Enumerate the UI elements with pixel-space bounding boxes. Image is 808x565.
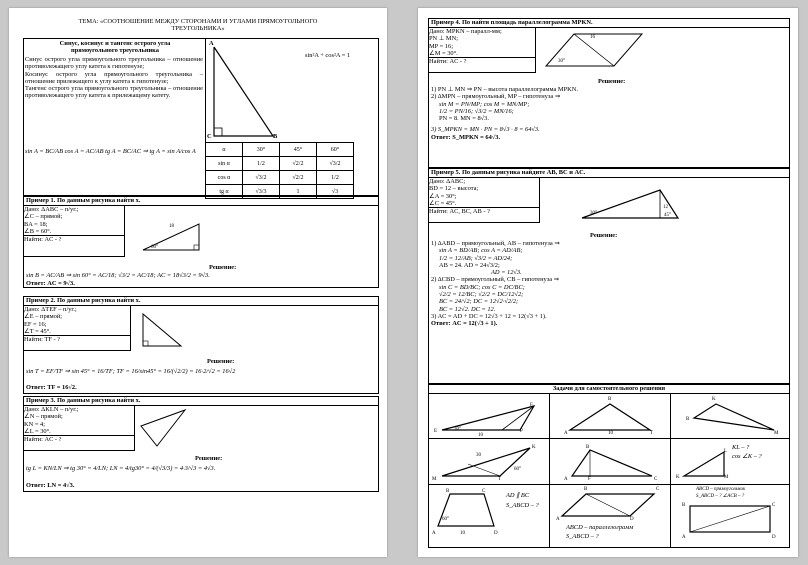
example-4-given: Дано: MPKN – паралл-мм; PN ⊥ MN; MP = 16; ∠M = 30°. Найти: AC - ?	[428, 27, 536, 73]
example-4-solution-label: Решение:	[598, 78, 626, 85]
example-3-figure	[135, 408, 195, 450]
task-9-label: C	[772, 503, 776, 508]
example-1-solution-label: Решение:	[209, 264, 237, 271]
task-4-figure	[438, 444, 538, 480]
page-right	[418, 8, 798, 557]
table-header: 45°	[280, 143, 317, 157]
task-6-question: cos ∠K – ?	[732, 453, 762, 460]
angle-values-table	[205, 142, 354, 199]
example-5-solution-label: Решение:	[590, 232, 618, 239]
task-2-label: T	[650, 431, 654, 436]
table-cell: √2/2	[280, 157, 317, 171]
page-left	[9, 8, 387, 557]
table-header: 60°	[317, 143, 354, 157]
task-7-condition: AD ∥ BC	[506, 492, 530, 499]
task-9-label: B	[682, 503, 686, 508]
task-1-label: F	[530, 403, 533, 408]
task-9-condition: ABCD – прямоугольник	[696, 487, 746, 492]
task-4-label: M	[432, 477, 437, 482]
example-1-title: Пример 1. По данным рисунка найти x.	[26, 197, 141, 204]
task-3-label: K	[712, 397, 716, 402]
task-8-label: D	[630, 517, 634, 522]
example-4-solution: 1) PN ⊥ MN ⇒ PN – высота параллелограмма MPKN. 2) ΔMPN – прямоугольный, MP – гипотенуза ⇒ sin M = PN/MP; cos M = MN/MP; 1/2 = PN/16; √3/2 = MN/16; PN = 8. MN = 8√3. 3) S_MPKN = MN · PN = 8√3 · 8 = 64√3. Ответ: S_MPKN = 64√3.	[431, 86, 578, 141]
example-5-title: Пример 5. По данным рисунка найдите AB, BC и AC.	[431, 169, 586, 176]
task-8-label: C	[656, 487, 660, 492]
task-7-label: D	[494, 531, 498, 536]
table-cell: tg α	[206, 185, 243, 199]
task-3-label: M	[774, 431, 779, 436]
theory-heading: Синус, косинус и тангенс острого угла прямоугольного треугольника	[59, 40, 171, 55]
trig-formulas: sin A = BC/AB cos A = AC/AB tg A = BC/AC ⇒ tg A = sin A/cos A	[25, 148, 196, 155]
task-1-figure	[438, 400, 538, 436]
table-row	[206, 157, 354, 171]
example-3-solution: tg L = KN/LN ⇒ tg 30° = 4/LN; LN = 4/tg30° = 4/(√3/3) = 4·3/√3 = 4√3.	[26, 465, 216, 472]
table-cell: cos α	[206, 171, 243, 185]
table-header: α	[206, 143, 243, 157]
task-7-figure	[434, 490, 504, 530]
task-2-label: 10	[608, 431, 613, 436]
table-cell: 1/2	[243, 157, 280, 171]
fig-1-side-label: 18	[169, 224, 174, 229]
vertex-label-a: A	[209, 40, 214, 47]
table-cell: 1	[280, 185, 317, 199]
sine-definition: Синус острого угла прямоугольного треугольника – отношение противолежащего углу катета к гипотенузе;	[25, 56, 203, 71]
task-5-label: A	[564, 477, 568, 482]
task-7-label: B	[446, 489, 450, 494]
task-5-label: B	[586, 445, 590, 450]
task-4-label: T	[498, 477, 502, 482]
task-7-label: 60°	[442, 517, 449, 522]
task-9-question: S_ABCD – ? ∠ACB – ?	[696, 494, 745, 499]
right-triangle-figure	[209, 42, 289, 142]
task-6-label: K	[676, 475, 680, 480]
task-7-label: C	[482, 489, 486, 494]
table-cell: √3/2	[317, 157, 354, 171]
example-3-title: Пример 3. По данным рисунка найти x.	[26, 397, 141, 404]
vertex-label-c: C	[207, 133, 212, 140]
example-3-given: Дано: ΔKLN – п/уг.; ∠N – прямой; KN = 4; ∠L = 30°. Найти: AC - ?	[23, 405, 135, 451]
task-6-label: L	[724, 449, 728, 454]
task-1-label: P	[520, 429, 523, 434]
example-1-given: Дано: ΔABC – п/уг.; ∠C – прямой; BA = 18; ∠B = 60°. Найти: AC - ?	[23, 205, 125, 257]
task-1-label: 10	[478, 433, 483, 438]
example-2-answer: Ответ: TF = 16√2.	[26, 384, 77, 391]
table-cell: √3/2	[243, 171, 280, 185]
trig-identity: sin²A + cos²A = 1	[305, 52, 351, 59]
example-1-answer: Ответ: AC = 9√3.	[26, 280, 75, 287]
page-title: ТЕМА: «СООТНОШЕНИЕ МЕЖДУ СТОРОНАМИ И УГЛАМИ ПРЯМОУГОЛЬНОГО ТРЕУГОЛЬНИКА»	[78, 18, 318, 33]
fig-1-angle-label: 60°	[151, 245, 158, 250]
table-cell: √2/2	[280, 171, 317, 185]
task-9-label: D	[772, 535, 776, 540]
task-4-label: K	[532, 445, 536, 450]
table-cell: √3	[317, 185, 354, 199]
table-cell: √3/3	[243, 185, 280, 199]
task-6-label: M	[724, 475, 729, 480]
task-1-label: 30°	[454, 427, 461, 432]
table-header-row	[206, 143, 354, 157]
example-2-figure	[139, 310, 189, 350]
task-4-label: 30	[476, 453, 481, 458]
table-header: 30°	[243, 143, 280, 157]
task-8-label: B	[584, 487, 588, 492]
fig-5-angle-c-label: 45°	[664, 213, 671, 218]
tasks-title: Задачи для самостоятельного решения	[552, 385, 666, 392]
example-5-solution: 1) ΔABD – прямоугольный, AB – гипотенуза ⇒ sin A = BD/AB; cos A = AD/AB; 1/2 = 12/AB; √3/2 = AD/24; AB = 24. AD = 24√3/2; AD = 12√3. 2) ΔCBD – прямоугольный, CB – гипотенуза ⇒ sin C = BD/BC; cos C = DC/BC; √2/2 = 12/BC; √2/2 = DC/12√2; BC = 24/√2; DC = 12√2·√2/2; BC = 12√2. DC = 12. 3) AC = AD + DC = 12√3 + 12 = 12(√3 + 1). Ответ: AC = 12(√3 + 1).	[431, 240, 560, 328]
task-5-figure	[568, 446, 658, 480]
fig-4-angle-label: 30°	[558, 59, 565, 64]
task-8-condition: ABCD – параллелограмм	[566, 524, 634, 531]
example-1-solution: sin B = AC/AB ⇒ sin 60° = AC/18; √3/2 = AC/18; AC = 18√3/2 = 9√3.	[26, 272, 210, 279]
tangent-definition: Тангенс острого угла прямоугольного треугольника – отношение противолежащего углу катета к прилежащему катету.	[25, 85, 203, 100]
task-2-label: A	[564, 431, 568, 436]
example-3-solution-label: Решение:	[195, 455, 223, 462]
table-row	[206, 171, 354, 185]
task-2-label: B	[608, 397, 612, 402]
fig-5-angle-a-label: 30°	[590, 211, 597, 216]
example-3-answer: Ответ: LN = 4√3.	[26, 482, 75, 489]
task-7-label: A	[432, 531, 436, 536]
example-2-solution-label: Решение:	[207, 358, 235, 365]
task-5-label: F	[588, 477, 591, 482]
task-3-label: B	[686, 417, 690, 422]
task-5-label: C	[654, 477, 658, 482]
example-4-title: Пример 4. По найти площадь параллелограмма MPKN.	[431, 19, 593, 26]
example-2-title: Пример 2. По данным рисунка найти x.	[26, 297, 141, 304]
theory-definitions	[25, 56, 203, 100]
task-3-figure	[690, 402, 780, 434]
task-8-figure	[558, 490, 658, 520]
table-cell: sin α	[206, 157, 243, 171]
task-6-question: KL – ?	[732, 444, 750, 451]
task-7-label: 10	[460, 531, 465, 536]
task-1-label: E	[434, 429, 438, 434]
example-2-solution: sin T = EF/TF ⇒ sin 45° = 16/TF; TF = 16/sin45° = 16/(√2/2) = 16·2/√2 = 16√2	[26, 368, 236, 375]
task-9-figure	[686, 502, 776, 536]
task-8-label: A	[556, 517, 560, 522]
task-8-question: S_ABCD – ?	[566, 533, 599, 540]
cosine-definition: Косинус острого угла прямоугольного треугольника – отношение прилежащего к углу катета к гипотенузе;	[25, 70, 203, 85]
task-7-question: S_ABCD – ?	[506, 502, 539, 509]
vertex-label-b: B	[273, 133, 278, 140]
fig-4-side-label: 16	[590, 35, 595, 40]
example-5-given: Дано: ΔABC; BD = 12 – высота; ∠A = 30°; ∠C = 45°. Найти: AC, BC, AB - ?	[428, 177, 540, 223]
example-2-given: Дано: ΔTEF – п/уг.; ∠E – прямой; EF = 16; ∠T = 45°. Найти: TF - ?	[23, 305, 131, 351]
table-cell: 1/2	[317, 171, 354, 185]
task-4-label: 60°	[514, 467, 521, 472]
fig-5-height-label: 12	[663, 205, 668, 210]
task-9-label: A	[682, 535, 686, 540]
task-6-figure	[680, 448, 730, 480]
